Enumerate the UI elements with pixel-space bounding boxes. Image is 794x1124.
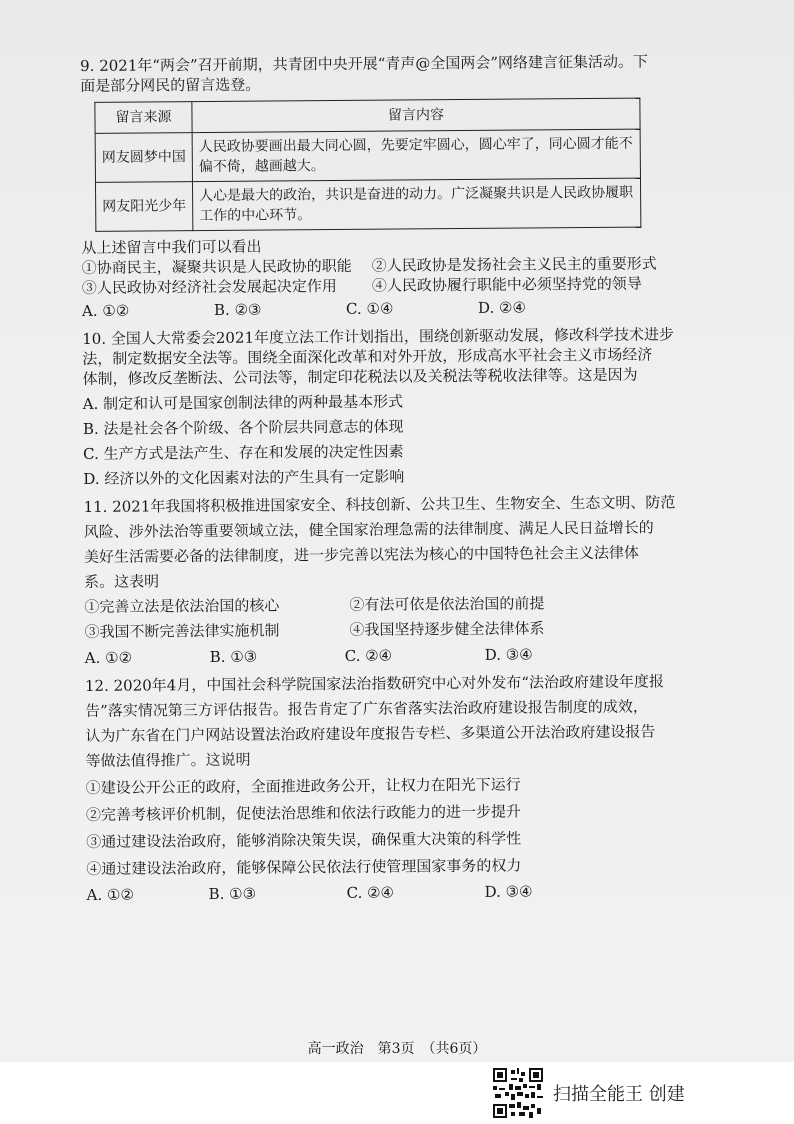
q12-stem-line-2: 告”落实情况第三方评估报告。报告肯定了广东省落实法治政府建设报告制度的成效， <box>85 697 648 720</box>
table-row <box>95 129 640 182</box>
q9-stem-line-1: 9. 2021年“两会”召开前期，共青团中央开展“青声@全国两会”网络建言征集活动。下 <box>80 52 649 75</box>
choice-d[interactable]: D. ②④ <box>477 298 526 317</box>
q9-prompt: 从上述留言中我们可以看出 <box>81 237 262 257</box>
q11-statement-row <box>84 592 684 617</box>
question-12 <box>85 671 687 905</box>
q11-statement-2: ②有法可依是依法治国的前提 <box>349 594 545 614</box>
q12-statement-4: ④通过建设法治政府，能够保障公民依法行使管理国家事务的权力 <box>86 856 522 878</box>
q11-statement-1: ①完善立法是依法治国的核心 <box>84 596 280 616</box>
q11-stem-line-3: 美好生活需要必备的法律制度，进一步完善以宪法为核心的中国特色社会主义法律体 <box>83 543 640 566</box>
page-footer: 高一政治 第3页 （共6页） <box>307 1041 487 1057</box>
q9-statement-2: ②人民政协是发扬社会主义民主的重要形式 <box>371 254 657 275</box>
q12-statement-3: ③通过建设法治政府，能够消除决策失误，确保重大决策的科学性 <box>86 829 522 851</box>
choice-a[interactable]: A. ①② <box>84 648 133 667</box>
q9-statement-4: ④人民政协履行职能中必须坚持党的领导 <box>371 274 642 295</box>
table-cell-source: 网友阳光少年 <box>95 182 192 232</box>
q10-stem-line-1: 10. 全国人大常委会2021年度立法工作计划指出，围绕创新驱动发展，修改科学技术进步 <box>82 325 675 348</box>
q10-option-c[interactable]: C. 生产方式是法产生、存在和发展的决定性因素 <box>83 442 404 463</box>
choice-b[interactable]: B. ①③ <box>209 647 258 666</box>
choice-c[interactable]: C. ①④ <box>345 299 394 318</box>
choice-a[interactable]: A. ①② <box>86 885 134 904</box>
q11-stem-line-4: 系。这表明 <box>84 572 160 591</box>
choice-d[interactable]: D. ③④ <box>484 882 533 901</box>
choice-b[interactable]: B. ①③ <box>208 884 257 904</box>
q11-statement-row <box>84 617 684 642</box>
watermark-text: 扫描全能王 创建 <box>553 1084 685 1105</box>
table-header-row <box>95 98 640 133</box>
choice-b[interactable]: B. ②③ <box>213 300 262 319</box>
choice-c[interactable]: C. ②④ <box>344 646 393 665</box>
q11-statement-3: ③我国不断完善法律实施机制 <box>84 621 280 641</box>
q12-stem-line-3: 认为广东省在门户网站设置法治政府建设年度报告专栏、多渠道公开法治政府建设报告 <box>85 722 656 745</box>
table-cell-content: 人民政协要画出最大同心圆，先要定牢圆心，圆心牢了，同心圆才能不偏不倚，越画越大。 <box>192 129 640 182</box>
q11-stem-line-2: 风险、涉外法治等重要领域立法，健全国家治理急需的法律制度、满足人民日益增长的 <box>83 518 654 541</box>
q9-stem-line-2: 面是部分网民的留言选登。 <box>80 75 261 95</box>
choice-a[interactable]: A. ①② <box>81 301 130 320</box>
qr-code-icon <box>493 1068 543 1118</box>
q10-stem-line-3: 体制，修改反垄断法、公司法等，制定印花税法以及关税法等税收法律等。这是因为 <box>82 365 638 388</box>
question-10 <box>82 324 683 489</box>
table-header-source: 留言来源 <box>95 102 192 134</box>
table-header-content: 留言内容 <box>192 98 640 133</box>
choice-c[interactable]: C. ②④ <box>346 883 395 902</box>
question-9 <box>80 51 682 321</box>
question-11 <box>83 492 684 668</box>
q10-option-b[interactable]: B. 法是社会各个阶级、各个阶层共同意志的体现 <box>82 417 404 438</box>
q9-statement-row <box>82 273 682 298</box>
scanner-watermark <box>493 1068 685 1118</box>
q12-choices <box>87 880 687 905</box>
table-cell-source: 网友圆梦中国 <box>95 133 192 183</box>
q9-statement-3: ③人民政协对经济社会发展起决定作用 <box>81 276 337 297</box>
q12-statement-2: ②完善考核评价机制，促使法治思维和依法行政能力的进一步提升 <box>85 802 522 824</box>
choice-d[interactable]: D. ③④ <box>484 645 533 664</box>
page-content <box>80 51 687 905</box>
q11-stem-line-1: 11. 2021年我国将积极推进国家安全、科技创新、公共卫生、生物安全、生态文明、防范 <box>83 493 676 516</box>
table-cell-content: 人心是最大的政治，共识是奋进的动力。广泛凝聚共识是人民政协履职工作的中心环节。 <box>192 178 640 231</box>
table-row <box>95 178 640 231</box>
q10-stem-line-2: 法，制定数据安全法等。围绕全面深化改革和对外开放，形成高水平社会主义市场经济 <box>82 345 653 368</box>
q10-option-d[interactable]: D. 经济以外的文化因素对法的产生具有一定影响 <box>83 467 405 488</box>
q12-stem-line-4: 等做法值得推广。这说明 <box>85 750 251 770</box>
q10-option-a[interactable]: A. 制定和认可是国家创制法律的两种最基本形式 <box>82 392 404 413</box>
q12-statement-1: ①建设公开公正的政府，全面推进政务公开，让权力在阳光下运行 <box>85 775 521 797</box>
q12-stem-line-1: 12. 2020年4月，中国社会科学院国家法治指数研究中心对外发布“法治政府建设年度报 <box>84 672 665 695</box>
message-table <box>94 98 641 232</box>
q9-statement-1: ①协商民主，凝聚共识是人民政协的职能 <box>81 256 352 277</box>
q11-statement-4: ④我国坚持逐步健全法律体系 <box>349 619 545 639</box>
